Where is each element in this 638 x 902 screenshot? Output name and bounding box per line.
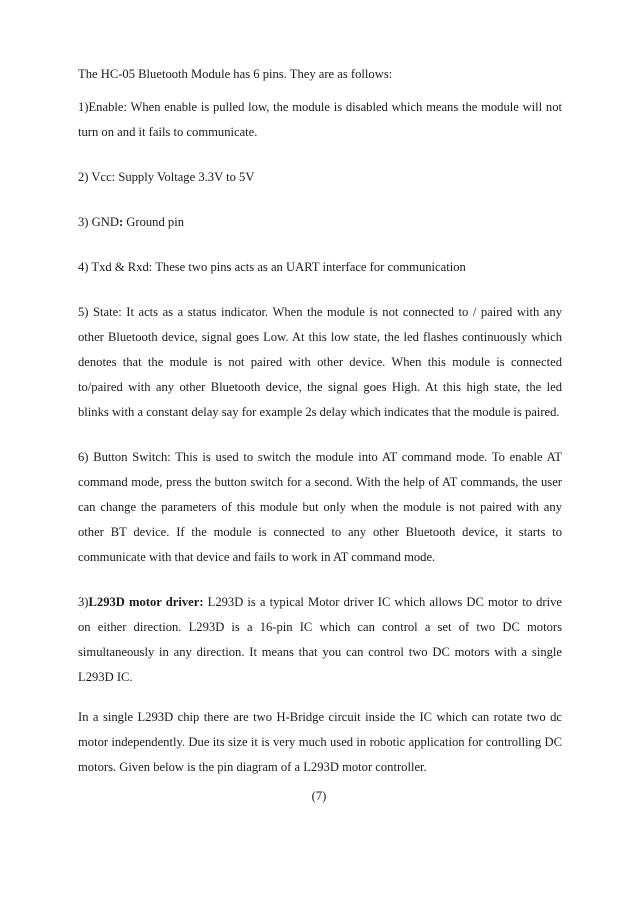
pin-gnd-label: 3) GND (78, 215, 119, 229)
motor-driver-text: L293D is a typical Motor driver IC which allows DC motor to drive on either direction. L293D is a 16-pin IC which can control a set of two DC motors simultaneously in any direction. It means that you can control two DC motors with a single L293D IC. (78, 595, 562, 684)
intro-paragraph: The HC-05 Bluetooth Module has 6 pins. They are as follows: (78, 67, 393, 81)
h-bridge-paragraph: In a single L293D chip there are two H-Bridge circuit inside the IC which can rotate two dc motor independently. Due its size it is very much used in robotic application for controlling DC motors. Given below is the pin diagram of a L293D motor controller. (78, 710, 562, 774)
page-number: (7) (311, 789, 327, 803)
pin-enable-paragraph: 1)Enable: When enable is pulled low, the module is disabled which means the module will not turn on and it fails to communicate. (78, 100, 562, 139)
motor-driver-heading: L293D motor driver: (88, 595, 204, 609)
pin-button-switch-paragraph: 6) Button Switch: This is used to switch the module into AT command mode. To enable AT command mode, press the button switch for a second. With the help of AT commands, the user can change the parameters of this module but only when the module is not paired with any other BT device. If the module is connected to any other Bluetooth device, it starts to communicate with that device and fails to work in AT command mode. (78, 450, 562, 564)
pin-vcc-paragraph: 2) Vcc: Supply Voltage 3.3V to 5V (78, 170, 255, 184)
motor-driver-paragraph (78, 590, 562, 690)
document-body (78, 62, 562, 780)
pin-state-paragraph: 5) State: It acts as a status indicator. When the module is not connected to / paired with any other Bluetooth device, signal goes Low. At this low state, the led flashes continuously which denotes that the module is not paired with other device. When this module is connected to/paired with any other Bluetooth device, the signal goes High. At this high state, the led blinks with a constant delay say for example 2s delay which indicates that the module is paired. (78, 305, 562, 419)
pin-gnd-paragraph (78, 210, 562, 235)
motor-driver-number: 3) (78, 595, 89, 609)
pin-gnd-text: Ground pin (123, 215, 185, 229)
pin-txd-rxd-paragraph: 4) Txd & Rxd: These two pins acts as an UART interface for communication (78, 260, 466, 274)
pin-gnd-colon: : (118, 215, 124, 229)
